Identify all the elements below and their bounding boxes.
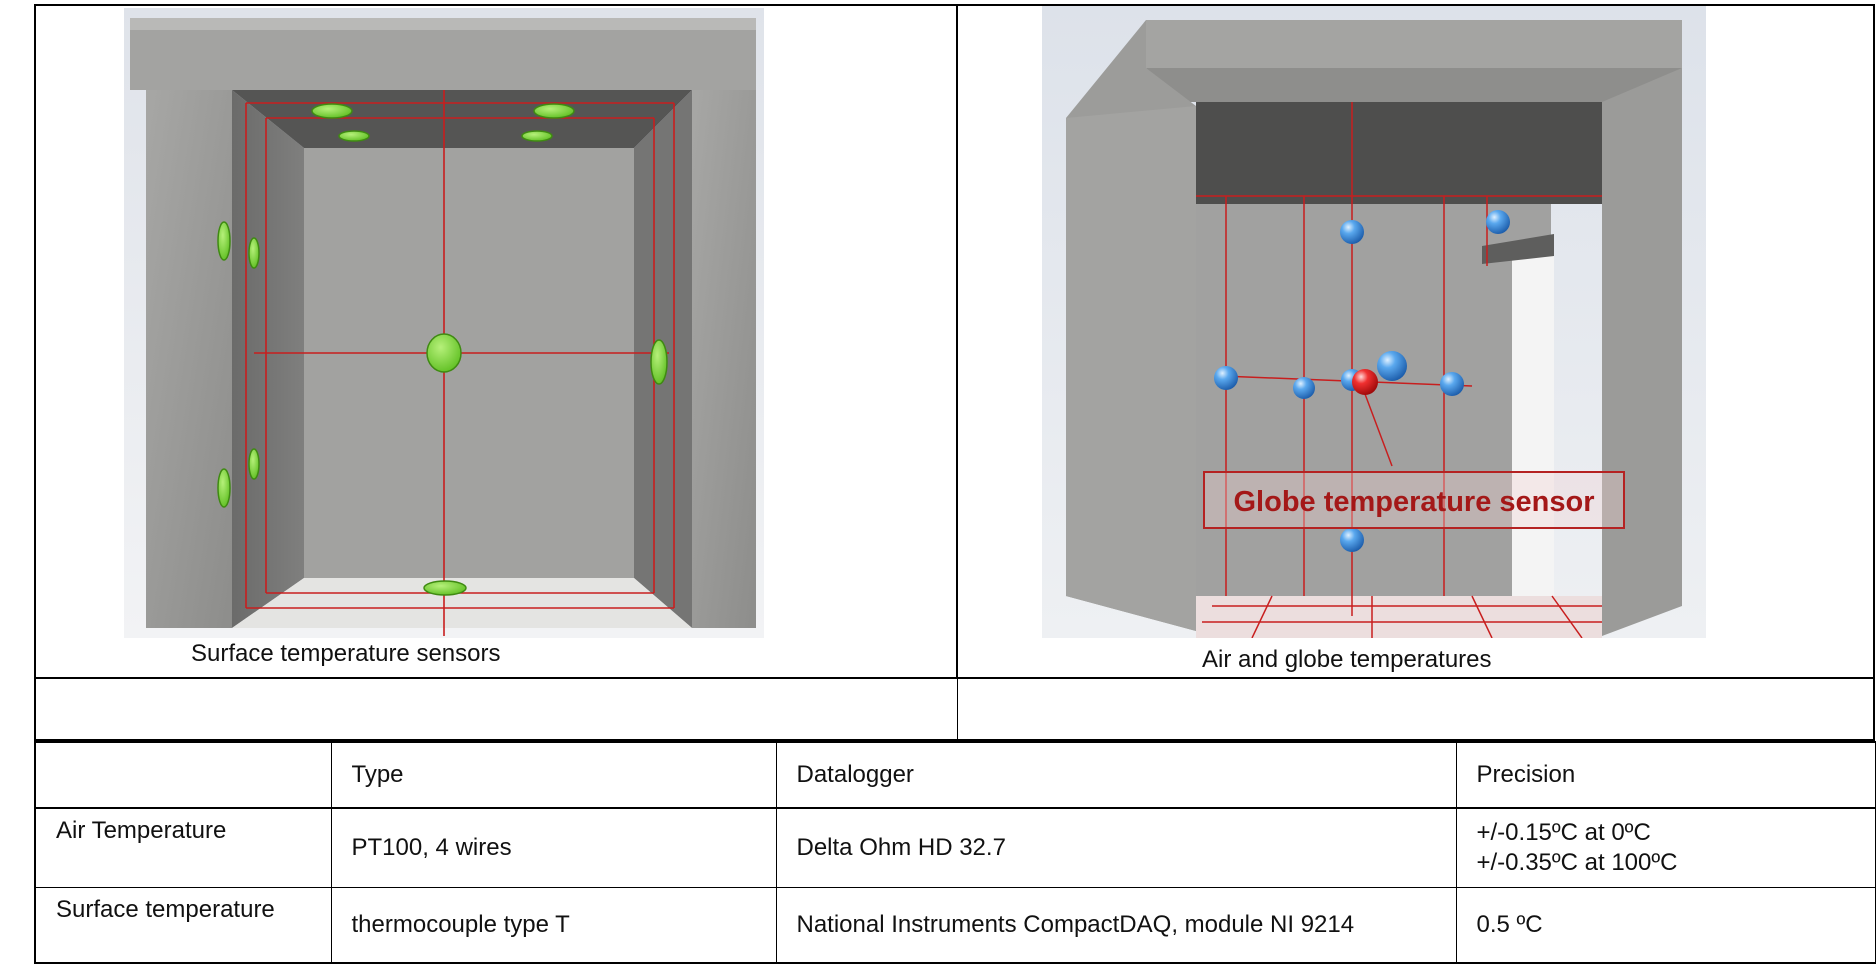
surface-sensor-marker — [218, 469, 230, 507]
table-cell-datalogger: Delta Ohm HD 32.7 — [776, 808, 1456, 888]
surface-sensor-marker — [651, 340, 667, 384]
precision-line: +/-0.15ºC at 0ºC — [1476, 819, 1651, 846]
table-cell-precision — [1456, 808, 1876, 888]
precision-line: 0.5 ºC — [1476, 911, 1543, 938]
row-label: Surface temperature — [35, 888, 331, 964]
air-sensor-marker — [1340, 220, 1364, 244]
surface-sensor-marker — [339, 131, 369, 141]
table-header-cell: Datalogger — [776, 742, 1456, 808]
surface-sensor-marker — [249, 238, 259, 268]
figure-panel-surface — [34, 4, 958, 679]
air-sensor-marker — [1486, 210, 1510, 234]
table-header-cell — [35, 742, 331, 808]
surface-sensor-marker — [427, 334, 461, 372]
empty-table-row — [34, 679, 1875, 741]
precision-line: +/-0.35ºC at 100ºC — [1476, 849, 1678, 876]
figure-caption-surface: Surface temperature sensors — [191, 640, 501, 667]
table-cell-datalogger: National Instruments CompactDAQ, module NI 9214 — [776, 888, 1456, 964]
table-header-row — [35, 742, 1876, 808]
table-cell-type: thermocouple type T — [331, 888, 776, 964]
table-cell-precision — [1456, 888, 1876, 964]
surface-sensor-marker — [534, 104, 574, 118]
air-globe-sensors-illustration — [1042, 6, 1706, 638]
air-sensor-marker — [1440, 372, 1464, 396]
surface-sensor-marker — [218, 222, 230, 260]
surface-sensors-illustration — [124, 8, 764, 638]
surface-sensor-marker — [312, 104, 352, 118]
surface-sensor-marker — [522, 131, 552, 141]
row-label: Air Temperature — [35, 808, 331, 888]
table-header-cell: Type — [331, 742, 776, 808]
figure-caption-air-globe: Air and globe temperatures — [1202, 646, 1492, 673]
air-sensor-marker — [1293, 377, 1315, 399]
air-sensor-marker — [1214, 366, 1238, 390]
globe-sensor-callout: Globe temperature sensor — [1233, 486, 1595, 518]
figure-panel-air-globe — [956, 4, 1875, 679]
air-sensor-marker — [1340, 528, 1364, 552]
table-header-cell: Precision — [1456, 742, 1876, 808]
surface-sensor-marker — [424, 581, 466, 595]
table-row — [35, 888, 1876, 964]
column-divider — [957, 679, 958, 739]
air-sensor-marker — [1377, 351, 1407, 381]
table-cell-type: PT100, 4 wires — [331, 808, 776, 888]
surface-sensor-marker — [249, 449, 259, 479]
sensor-specs-table — [34, 741, 1876, 964]
globe-sensor-marker — [1352, 369, 1378, 395]
table-row — [35, 808, 1876, 888]
